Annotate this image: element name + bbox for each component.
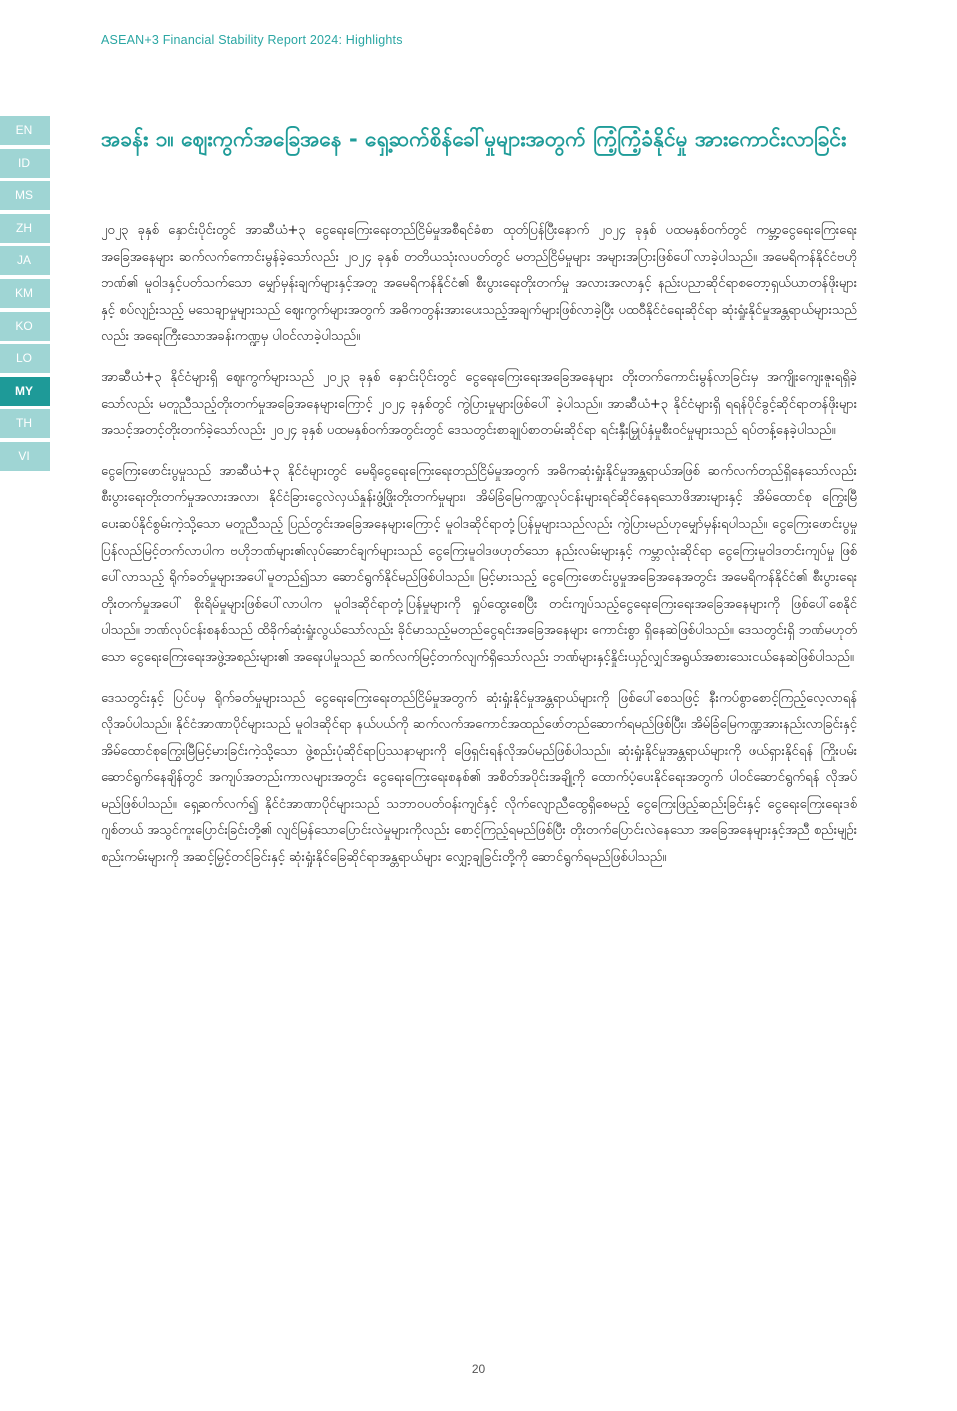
running-header-title: ASEAN+3 Financial Stability Report 2024: Highlights <box>101 33 403 47</box>
paragraph-1: ၂၀၂၃ ခုနှစ် နှောင်းပိုင်းတွင် အာဆီယံ+၃ ငွေရေးကြေးရေးတည်ငြိမ်မှုအစီရင်ခံစာ ထုတ်ပြန်ပြီးနောက် ၂၀၂၄ ခုနှစ် ပထမနှစ်ဝက်တွင် ကမ္ဘာ့ငွေရေးကြေးရေးအခြေအနေများ ဆက်လက်ကောင်းမွန်ခဲ့သော်လည်း ၂၀၂၄ ခုနှစ် တတိယသုံးလပတ်တွင် မတည်ငြိမ်မှုများ အများအပြားဖြစ်ပေါ်လာခဲ့ပါသည်။ အမေရိကန်နိုင်ငံဗဟိုဘဏ်၏ မူဝါဒနှင့်ပတ်သက်သော မျှော်မှန်းချက်များနှင့်အတူ အမေရိကန်နိုင်ငံ၏ စီးပွားရေးတိုးတက်မှု အလားအလာနှင့် နည်းပညာဆိုင်ရာစတော့ရှယ်ယာတန်ဖိုးများနှင့် စပ်လျဉ်းသည့် မသေချာမှုများသည် ဈေးကွက်များအတွက် အဓိကတွန်းအားပေးသည့်အချက်များဖြစ်လာခဲ့ပြီး ပထဝီနိုင်ငံရေးဆိုင်ရာ ဆုံးရှုံးနိုင်မှုအန္တရာယ်များသည်လည်း အရေးကြီးသောအခန်းကဏ္ဍမှ ပါဝင်လာခဲ့ပါသည်။ <box>101 223 857 345</box>
language-tab-km[interactable]: KM <box>0 279 50 308</box>
language-tab-ja[interactable]: JA <box>0 246 50 275</box>
body-text <box>101 218 857 886</box>
language-tab-bar <box>0 116 50 475</box>
language-tab-th[interactable]: TH <box>0 409 50 438</box>
chapter-title: အခန်း ၁။ ဈေးကွက်အခြေအနေ - ရှေ့ဆက်စိန်ခေါ်မှုများအတွက် ကြံ့ကြံ့ခံနိုင်မှု အားကောင်းလာခြင်း <box>101 127 847 151</box>
language-tab-lo[interactable]: LO <box>0 344 50 373</box>
language-tab-id[interactable]: ID <box>0 149 50 178</box>
language-tab-zh[interactable]: ZH <box>0 214 50 243</box>
page-number: 20 <box>471 1362 486 1376</box>
language-tab-my[interactable]: MY <box>0 377 50 406</box>
language-tab-vi[interactable]: VI <box>0 442 50 471</box>
paragraph-2: အာဆီယံ+၃ နိုင်ငံများရှိ ဈေးကွက်များသည် ၂၀၂၃ ခုနှစ် နှောင်းပိုင်းတွင် ငွေရေးကြေးရေးအခြေအနေများ တိုးတက်ကောင်းမွန်လာခြင်းမှ အကျိုးကျေးဇူးရရှိခဲ့သော်လည်း မတူညီသည့်တိုးတက်မှုအခြေအနေများကြောင့် ၂၀၂၄ ခုနှစ်တွင် ကွဲပြားမှုများဖြစ်ပေါ် ခဲ့ပါသည်။ အာဆီယံ+၃ နိုင်ငံများရှိ ရရန်ပိုင်ခွင့်ဆိုင်ရာတန်ဖိုးများ အသင့်အတင့်တိုးတက်ခဲ့သော်လည်း ၂၀၂၄ ခုနှစ် ပထမနှစ်ဝက်အတွင်းတွင် ဒေသတွင်းစာချုပ်စာတမ်းဆိုင်ရာ ရင်းနှီးမြှုပ်နှံမှုစီးဝင်မှုများသည် ရပ်တန့်နေခဲ့ပါသည်။ <box>101 369 857 439</box>
language-tab-en[interactable]: EN <box>0 116 50 145</box>
paragraph-4: ဒေသတွင်းနှင့် ပြင်ပမှ ရိုက်ခတ်မှုများသည် ငွေရေးကြေးရေးတည်ငြိမ်မှုအတွက် ဆုံးရှုံးနိုင်မှုအန္တရာယ်များကို ဖြစ်ပေါ်စေသဖြင့် နီးကပ်စွာစောင့်ကြည့်လေ့လာရန် လိုအပ်ပါသည်။ နိုင်ငံအာဏာပိုင်များသည် မူဝါဒဆိုင်ရာ နယ်ပယ်ကို ဆက်လက်အကောင်အထည်ဖော်တည်ဆောက်ရမည်ဖြစ်ပြီး၊ အိမ်ခြံမြေကဏ္ဍအားနည်းလာခြင်းနှင့် အိမ်ထောင်စုကြွေးမြီမြင့်မားခြင်းကဲ့သို့သော ဖွဲ့စည်းပုံဆိုင်ရာပြဿနာများကို ဖြေရှင်းရန်လိုအပ်မည်ဖြစ်ပါသည်။ ဆုံးရှုံးနိုင်မှုအန္တရာယ်များကို ဖယ်ရှားနိုင်ရန် ကြိုးပမ်းဆောင်ရွက်နေချိန်တွင် အကျပ်အတည်းကာလများအတွင်း ငွေရေးကြေးရေးစနစ်၏ အစိတ်အပိုင်းအချို့ကို ထောက်ပံ့ပေးနိုင်ရေးအတွက် ပါဝင်ဆောင်ရွက်ရန် လိုအပ်မည်ဖြစ်ပါသည်။ ရှေ့ဆက်လက်၍ နိုင်ငံအာဏာပိုင်များသည် သဘာဝပတ်ဝန်းကျင်နှင့် လိုက်လျောညီထွေရှိစေမည့် ငွေကြေးဖြည့်ဆည်းခြင်းနှင့် ငွေရေးကြေးရေးဒစ်ဂျစ်တယ် အသွင်ကူးပြောင်းခြင်းတို့၏ လျင်မြန်သောပြောင်းလဲမှုများကိုလည်း စောင့်ကြည့်ရမည်ဖြစ်ပြီး တိုးတက်ပြောင်းလဲနေသော အခြေအနေများနှင့်အညီ စည်းမျဉ်းစည်းကမ်းများကို အဆင့်မြှင့်တင်ခြင်းနှင့် ဆုံးရှုံးနိုင်ခြေဆိုင်ရာအန္တရာယ်များ လျှော့ချခြင်းတို့ကို ဆောင်ရွက်ရမည်ဖြစ်ပါသည်။ <box>101 690 857 866</box>
language-tab-ms[interactable]: MS <box>0 181 50 210</box>
paragraph-3: ငွေကြေးဖောင်းပွမှုသည် အာဆီယံ+၃ နိုင်ငံများတွင် မေရိုငွေရေးကြေးရေးတည်ငြိမ်မှုအတွက် အဓိကဆုံးရှုံးနိုင်မှုအန္တရာယ်အဖြစ် ဆက်လက်တည်ရှိနေသော်လည်း စီးပွားရေးတိုးတက်မှုအလားအလာ၊ နိုင်ငံခြားငွေလဲလှယ်နှုန်းဖွံ့ဖြိုးတိုးတက်မှုများ၊ အိမ်ခြံမြေကဏ္ဍလုပ်ငန်းများရင်ဆိုင်နေရသောဖိအားများနှင့် အိမ်ထောင်စု ကြွေးမြီပေးဆပ်နိုင်စွမ်းကဲ့သို့သော မတူညီသည့် ပြည်တွင်းအခြေအနေများကြောင့် မူဝါဒဆိုင်ရာတုံ့ပြန်မှုများသည်လည်း ကွဲပြားမည်ဟုမျှော်မှန်းရပါသည်။ ငွေကြေးဖောင်းပွမှု ပြန်လည်မြင့်တက်လာပါက ဗဟိုဘဏ်များ၏လုပ်ဆောင်ချက်များသည် ငွေကြေးမူဝါဒဖဟုတ်သော နည်းလမ်းများနှင့် ကမ္ဘာလုံးဆိုင်ရာ ငွေကြေးမူဝါဒတင်းကျပ်မှု ဖြစ်ပေါ်လာသည့် ရိုက်ခတ်မှုများအပေါ်မူတည်၍သာ ဆောင်ရွက်နိုင်မည်ဖြစ်ပါသည်။ မြင့်မားသည့် ငွေကြေးဖောင်းပွမှုအခြေအနေအတွင်း အမေရိကန်နိုင်ငံ၏ စီးပွားရေးတိုးတက်မှုအပေါ် စိုးရိမ်မှုများဖြစ်ပေါ်လာပါက မူဝါဒဆိုင်ရာတုံ့ပြန်မှုများကို ရှုပ်ထွေးစေပြီး တင်းကျပ်သည့်ငွေရေးကြေးရေးအခြေအနေများကို ဖြစ်ပေါ်စေနိုင်ပါသည်။ ဘဏ်လုပ်ငန်းစနစ်သည် ထိခိုက်ဆုံးရှုံးလွယ်သော်လည်း ခိုင်မာသည့်မတည်ငွေရင်းအခြေအနေများ ကောင်းစွာ ရှိနေဆဲဖြစ်ပါသည်။ ဒေသတွင်းရှိ ဘဏ်မဟုတ်သော ငွေရေးကြေးရေးအဖွဲ့အစည်းများ၏ အရေးပါမှုသည် ဆက်လက်မြင့်တက်လျက်ရှိသော်လည်း ဘဏ်များနှင့်နှိုင်းယှဉ်လျှင်အရွယ်အစားသေးငယ်နေဆဲဖြစ်ပါသည်။ <box>101 463 857 665</box>
language-tab-ko[interactable]: KO <box>0 312 50 341</box>
